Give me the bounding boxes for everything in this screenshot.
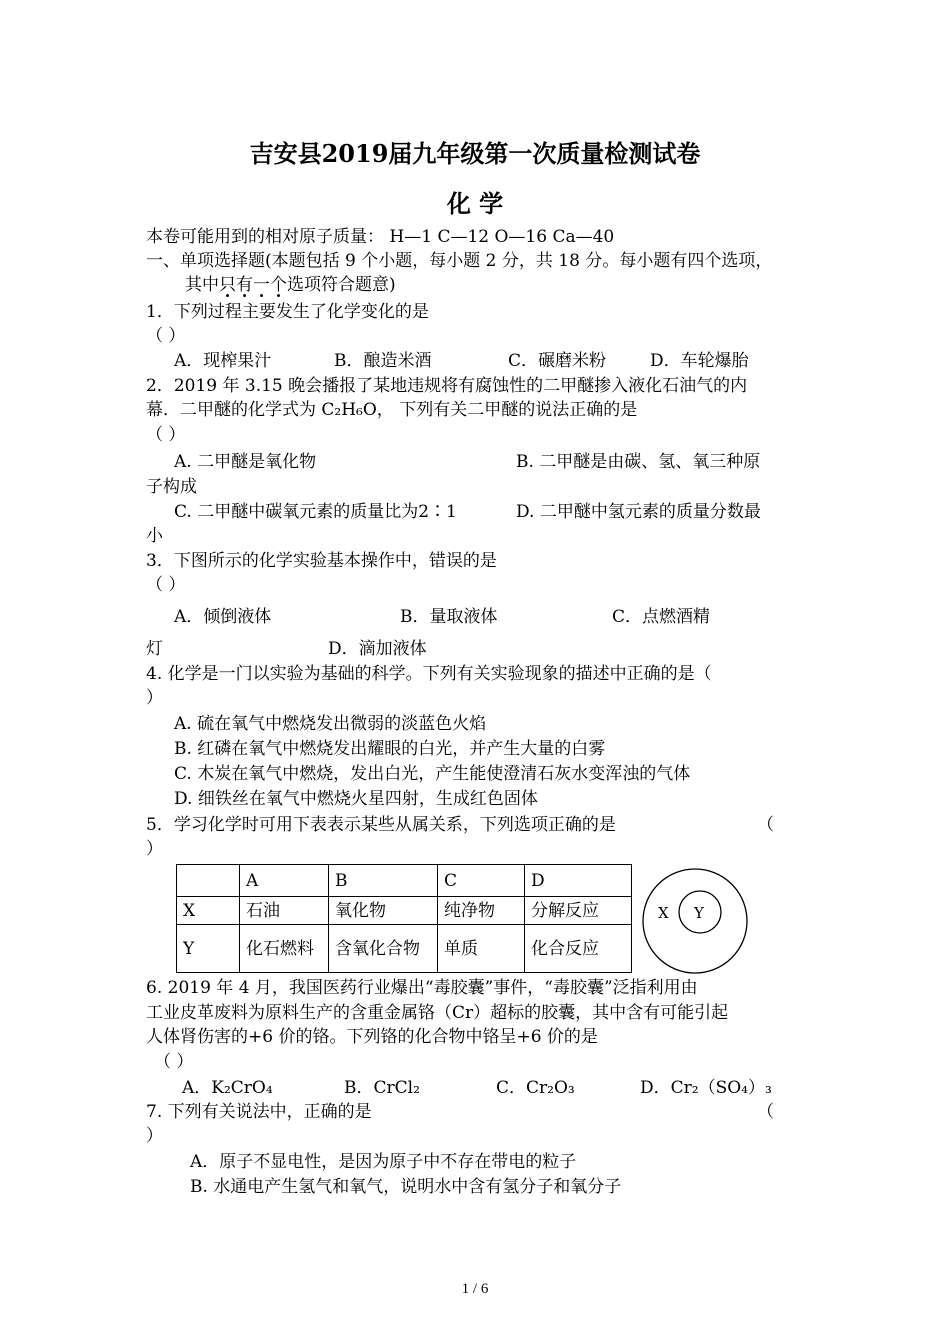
table-cell: 石油: [240, 897, 329, 925]
q2-option-b: B. 二甲醚是由碳、氢、氧三种原: [516, 452, 761, 472]
q1-stem: 1．下列过程主要发生了化学变化的是: [146, 302, 429, 322]
inner-label: Y: [694, 904, 704, 922]
outer-label: X: [658, 904, 669, 922]
q2-option-d: D. 二甲醚中氢元素的质量分数最: [516, 502, 761, 522]
q1-option-d: D．车轮爆胎: [650, 351, 749, 371]
q7-paren-open: （: [757, 1102, 774, 1122]
table-cell: 纯净物: [438, 897, 525, 925]
q4-stem-cont: ）: [146, 688, 163, 708]
q2-stem-line1: 2．2019 年 3.15 晚会播报了某地违规将有腐蚀性的二甲醚掺入液化石油气的内: [146, 376, 748, 396]
q4-stem: 4. 化学是一门以实验为基础的科学。下列有关实验现象的描述中正确的是（: [146, 664, 712, 684]
table-cell: [177, 865, 240, 897]
venn-diagram: [640, 866, 750, 976]
q3-option-d: D．滴加液体: [328, 639, 427, 659]
table-cell: 单质: [438, 925, 525, 973]
q7-stem: 7. 下列有关说法中，正确的是: [146, 1102, 372, 1122]
relation-table: [176, 864, 632, 973]
page-number: 1 / 6: [461, 1281, 489, 1297]
table-row: [177, 925, 632, 973]
table-cell: 分解反应: [525, 897, 632, 925]
q5-paren-close: ）: [146, 839, 163, 859]
q6-answer-blank: （ ）: [154, 1052, 194, 1072]
q3-option-b: B．量取液体: [400, 607, 498, 627]
table-row: [177, 865, 632, 897]
q1-option-b: B．酿造米酒: [334, 351, 432, 371]
table-cell: A: [240, 865, 329, 897]
q2-option-d-cont: 小: [146, 526, 163, 546]
atomic-mass-intro: 本卷可能用到的相对原子质量： H—1 C—12 O—16 Ca—40: [146, 227, 615, 247]
q4-option-b: B. 红磷在氧气中燃烧发出耀眼的白光，并产生大量的白雾: [174, 739, 606, 759]
q7-paren-close: ）: [146, 1126, 163, 1146]
table-cell: B: [329, 865, 438, 897]
table-cell: 氧化物: [329, 897, 438, 925]
table-cell: C: [438, 865, 525, 897]
table-cell: X: [177, 897, 240, 925]
table-cell: 化石燃料: [240, 925, 329, 973]
subject-title: 化 学: [446, 189, 504, 218]
q3-answer-blank: （ ）: [146, 575, 186, 595]
q6-stem-line3: 人体肾伤害的+6 价的铬。下列铬的化合物中铬呈+6 价的是: [146, 1027, 598, 1047]
q1-answer-blank: （ ）: [146, 326, 186, 346]
emphasis-char: 一: [253, 275, 270, 295]
exam-title: 吉安县2019届九年级第一次质量检测试卷: [249, 139, 701, 168]
section1-heading: 一、单项选择题(本题包括 9 个小题，每小题 2 分，共 18 分。每小题有四个选项，: [146, 251, 773, 271]
q7-option-a: A．原子不显电性，是因为原子中不存在带电的粒子: [190, 1152, 577, 1172]
emphasis-char: 只: [219, 275, 236, 295]
q2-option-a: A. 二甲醚是氧化物: [174, 452, 317, 472]
table-cell: Y: [177, 925, 240, 973]
q6-option-c: C．Cr₂O₃: [496, 1078, 575, 1098]
q1-option-c: C．碾磨米粉: [508, 351, 607, 371]
table-cell: 含氧化合物: [329, 925, 438, 973]
q4-option-c: C. 木炭在氧气中燃烧，发出白光，产生能使澄清石灰水变浑浊的气体: [174, 764, 691, 784]
emphasis-char: 个: [270, 275, 287, 295]
q3-stem: 3．下图所示的化学实验基本操作中，错误的是: [146, 551, 497, 571]
q6-option-b: B．CrCl₂: [344, 1078, 420, 1098]
q4-option-a: A. 硫在氧气中燃烧发出微弱的淡蓝色火焰: [174, 714, 487, 734]
q2-stem-line2: 幕．二甲醚的化学式为 C₂H₆O， 下列有关二甲醚的说法正确的是: [146, 400, 638, 420]
section1-note: 其中只有一个选项符合题意): [185, 275, 396, 295]
q5-paren-open: （: [757, 815, 774, 835]
q5-stem: 5．学习化学时可用下表表示某些从属关系，下列选项正确的是: [146, 815, 616, 835]
table-cell: 化合反应: [525, 925, 632, 973]
q6-stem-line2: 工业皮革废料为原料生产的含重金属铬（Cr）超标的胶囊，其中含有可能引起: [146, 1003, 729, 1023]
q2-option-b-cont: 子构成: [146, 477, 197, 497]
q3-option-c-cont: 灯: [146, 639, 163, 659]
q1-option-a: A．现榨果汁: [174, 351, 272, 371]
q3-option-c: C．点燃酒精: [612, 607, 711, 627]
table-row: [177, 897, 632, 925]
q4-option-d: D. 细铁丝在氧气中燃烧火星四射，生成红色固体: [174, 789, 538, 809]
q3-option-a: A．倾倒液体: [174, 607, 272, 627]
q6-stem-line1: 6. 2019 年 4 月，我国医药行业爆出“毒胶囊”事件，“毒胶囊”泛指利用由: [146, 978, 698, 998]
table-cell: D: [525, 865, 632, 897]
q6-option-a: A．K₂CrO₄: [182, 1078, 273, 1098]
q2-answer-blank: （ ）: [146, 425, 186, 445]
q7-option-b: B. 水通电产生氢气和氧气，说明水中含有氢分子和氧分子: [190, 1177, 622, 1197]
emphasis-char: 有: [236, 275, 253, 295]
q2-option-c: C. 二甲醚中碳氧元素的质量比为2∶1: [174, 502, 457, 522]
q6-option-d: D．Cr₂（SO₄）₃: [640, 1078, 772, 1098]
